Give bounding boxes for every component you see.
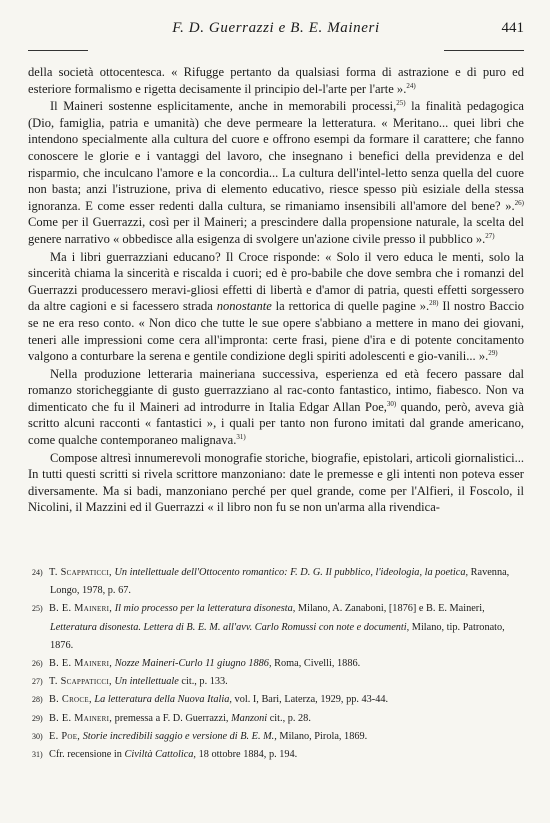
header-rule-right xyxy=(444,50,524,51)
footnote-ref: 27) xyxy=(485,231,495,240)
footnotes xyxy=(28,564,524,764)
running-header xyxy=(28,20,524,42)
footnote: 26) B. E. Maineri, Nozze Maineri-Curlo 11 giugno 1886, Roma, Civelli, 1886. xyxy=(32,658,361,670)
paragraph-4: Nella produzione letteraria maineriana successiva, esperienza ed età fecero passare dal romanzo storicheggiante di gusto guerrazziano al rac-conto fantastico, intimo, fiabesco. Non va dimenticato che fu il Maineri ad introdurre in Italia Edgar Allan Poe,$^{30)}$ quando, però, aveva già scritto alcuni racconti « fantastici », i quali per tanto non furono imitati dal grande americano, come qualche contemporaneo malignava.$^{31)}$ xyxy=(28,366,524,448)
running-title: F. D. Guerrazzi e B. E. Maineri xyxy=(172,20,380,36)
paragraph-3: Ma i libri guerrazziani educano? Il Croce risponde: « Solo il vero educa le menti, solo la sincerità chiama la sincerità e riscalda i cuori; ed è pro-babile che dove sembra che i romanzi del Guerrazzi producessero meravi-gliosi effetti di libertà e d'amor di patria, questi effetti sorgessero da altre cagioni e si facessero strada nonostante la rettorica di quelle pagine ».$^{28)}$ Il nostro Baccio se ne era reso conto. « Non dico che tutte le sue opere s'abbiano a mettere in mano dei giovani, teneri alle impressioni come cera all'impronta: certe frasi, piene d'ira e di potente concitamento valgono a conturbare la serena e gentile condizione degli spiriti adolescenti e gio-vanili... ».$^{29)}$ xyxy=(28,249,524,364)
footnote-ref: 26) xyxy=(514,198,524,207)
footnote-ref: 24) xyxy=(406,81,416,90)
footnote: 29) B. E. Maineri, premessa a F. D. Guerrazzi, Manzoni cit., p. 28. xyxy=(32,712,311,724)
footnote: 24) T. Scappaticci, Un intellettuale dell'Ottocento romantico: F. D. G. Il pubblico, l'ideologia, la poetica, Ravenna, Longo, 1978, p. 67. xyxy=(32,567,510,597)
footnote-ref: 28) xyxy=(429,299,439,308)
footnote-ref: 30) xyxy=(386,399,397,408)
footnote-ref: 29) xyxy=(488,349,498,358)
footnote: 25) B. E. Maineri, Il mio processo per la letteratura disonesta, Milano, A. Zanaboni, [1876] e B. E. Maineri, Letteratura disonesta. Lettera di B. E. M. all'avv. Carlo Romussi con note e documenti, Milano, tip. Patronato, 1876. xyxy=(32,603,505,651)
main-text xyxy=(28,64,524,516)
footnote: 30) E. Poe, Storie incredibili saggio e versione di B. E. M., Milano, Pirola, 1869. xyxy=(32,730,368,742)
footnote: 31) Cfr. recensione in Civiltà Cattolica, 18 ottobre 1884, p. 194. xyxy=(32,749,298,761)
footnote-ref: 25) xyxy=(396,99,406,108)
header-rule-left xyxy=(28,50,88,51)
footnote: 28) B. Croce, La letteratura della Nuova Italia, vol. I, Bari, Laterza, 1929, pp. 43-44. xyxy=(32,694,389,706)
footnote-ref: 31) xyxy=(236,433,246,442)
paragraph-2: Il Maineri sostenne esplicitamente, anche in memorabili processi,$^{25)}$ la finalità pedagogica (Dio, famiglia, patria e umanità) che deve permeare la letteratura. « Meritano... quei libri che intendono specialmente alla cultura del cuore e offrono esempi da formare il carattere; che fanno conoscere le glorie e i vantaggi del lavoro, che insegnano i benefici della previdenza e del risparmio, che inculcano l'amore e la concordia... La cultura dell'intel-letto senza quella del cuore non basta; anzi l'istruzione, priva di elemento educativo, riesce spesso più esiziale della stessa ignoranza. E come esser redenti dalla cultura, se rimaniamo insensibili all'amore del bene? ».$^{26)}$ Come per il Guerrazzi, così per il Maineri; a prescindere dalla propensione naturale, la scelta del genere narrativo « obbedisce alla esigenza di svolgere un'azione civile presso il pubblico ».$^{27)}$ xyxy=(28,99,524,246)
paragraph-1: della società ottocentesca. « Rifugge pertanto da qualsiasi forma di astrazione e di puro ed esteriore formalismo e rigetta decisamente il principio del-l'arte per l'arte ».$^{24)}$ xyxy=(28,65,524,96)
footnote: 27) T. Scappaticci, Un intellettuale cit., p. 133. xyxy=(32,676,228,688)
emphasis: nonostante xyxy=(216,299,272,314)
page-number: 441 xyxy=(501,20,524,36)
book-page xyxy=(28,20,524,764)
paragraph-5: Compose altresì innumerevoli monografie storiche, biografie, epistolari, articoli giornalistici... In tutti questi scritti si rivela scrittore manzoniano: date le premesse e gli intenti non poteva esser diversamente. Ma si badi, manzoniano perché per quel grande, come per l'Alfieri, il Foscolo, il Nicolini, il Mazzini ed il Guerrazzi « il libro non fu se non un'arma alla rivendica- xyxy=(28,450,524,515)
